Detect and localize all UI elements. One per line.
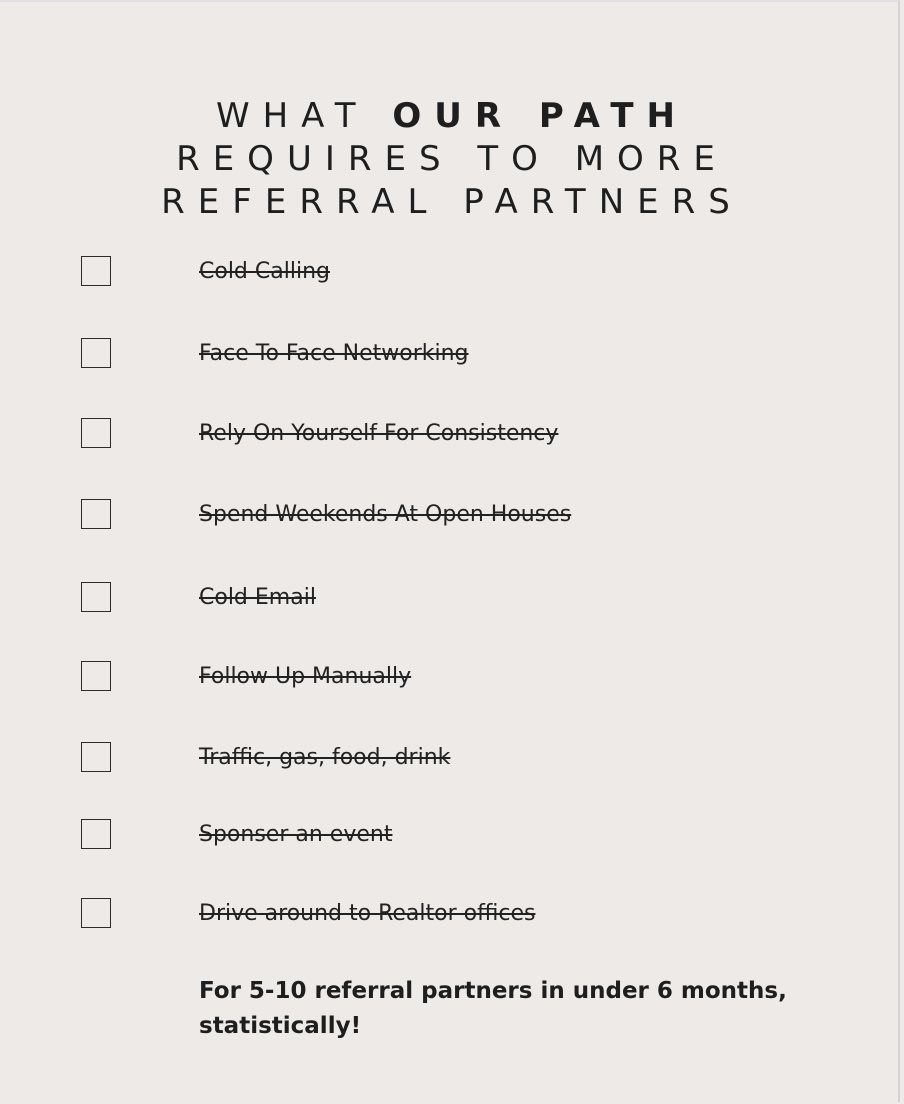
checklist-item bbox=[0, 256, 904, 290]
checklist-item bbox=[0, 661, 904, 695]
checklist-item bbox=[0, 338, 904, 372]
checkbox[interactable] bbox=[81, 661, 111, 691]
title-line-2: REQUIRES TO MORE bbox=[176, 139, 728, 179]
checklist-item-label: Drive around to Realtor offices bbox=[199, 901, 536, 926]
checkbox[interactable] bbox=[81, 256, 111, 286]
title-line-1 bbox=[0, 95, 904, 138]
checkbox[interactable] bbox=[81, 418, 111, 448]
checklist-item bbox=[0, 418, 904, 452]
checklist-item bbox=[0, 499, 904, 533]
checklist-item-label: Spend Weekends At Open Houses bbox=[199, 502, 572, 527]
checklist-item-label: Rely On Yourself For Consistency bbox=[199, 421, 559, 446]
title-line-3: REFERRAL PARTNERS bbox=[161, 182, 743, 222]
checkbox[interactable] bbox=[81, 582, 111, 612]
checklist-item-label: Cold Email bbox=[199, 585, 316, 610]
checklist-item-label: Sponser an event bbox=[199, 822, 393, 847]
checklist-item bbox=[0, 898, 904, 932]
title-line-1-bold: OUR PATH bbox=[392, 96, 689, 136]
checkbox[interactable] bbox=[81, 819, 111, 849]
footer-note: For 5-10 referral partners in under 6 months, statistically! bbox=[199, 978, 787, 1039]
checkbox[interactable] bbox=[81, 338, 111, 368]
checklist-item bbox=[0, 819, 904, 853]
checklist-item bbox=[0, 742, 904, 776]
title-line-1-regular: WHAT bbox=[215, 96, 369, 136]
checklist-item-label: Cold Calling bbox=[199, 259, 330, 284]
checklist-item-label: Follow Up Manually bbox=[199, 664, 412, 689]
checkbox[interactable] bbox=[81, 898, 111, 928]
checklist-item-label: Face To Face Networking bbox=[199, 341, 469, 366]
checkbox[interactable] bbox=[81, 499, 111, 529]
checklist-item-label: Traffic, gas, food, drink bbox=[199, 745, 451, 770]
checkbox[interactable] bbox=[81, 742, 111, 772]
checklist-item bbox=[0, 582, 904, 616]
